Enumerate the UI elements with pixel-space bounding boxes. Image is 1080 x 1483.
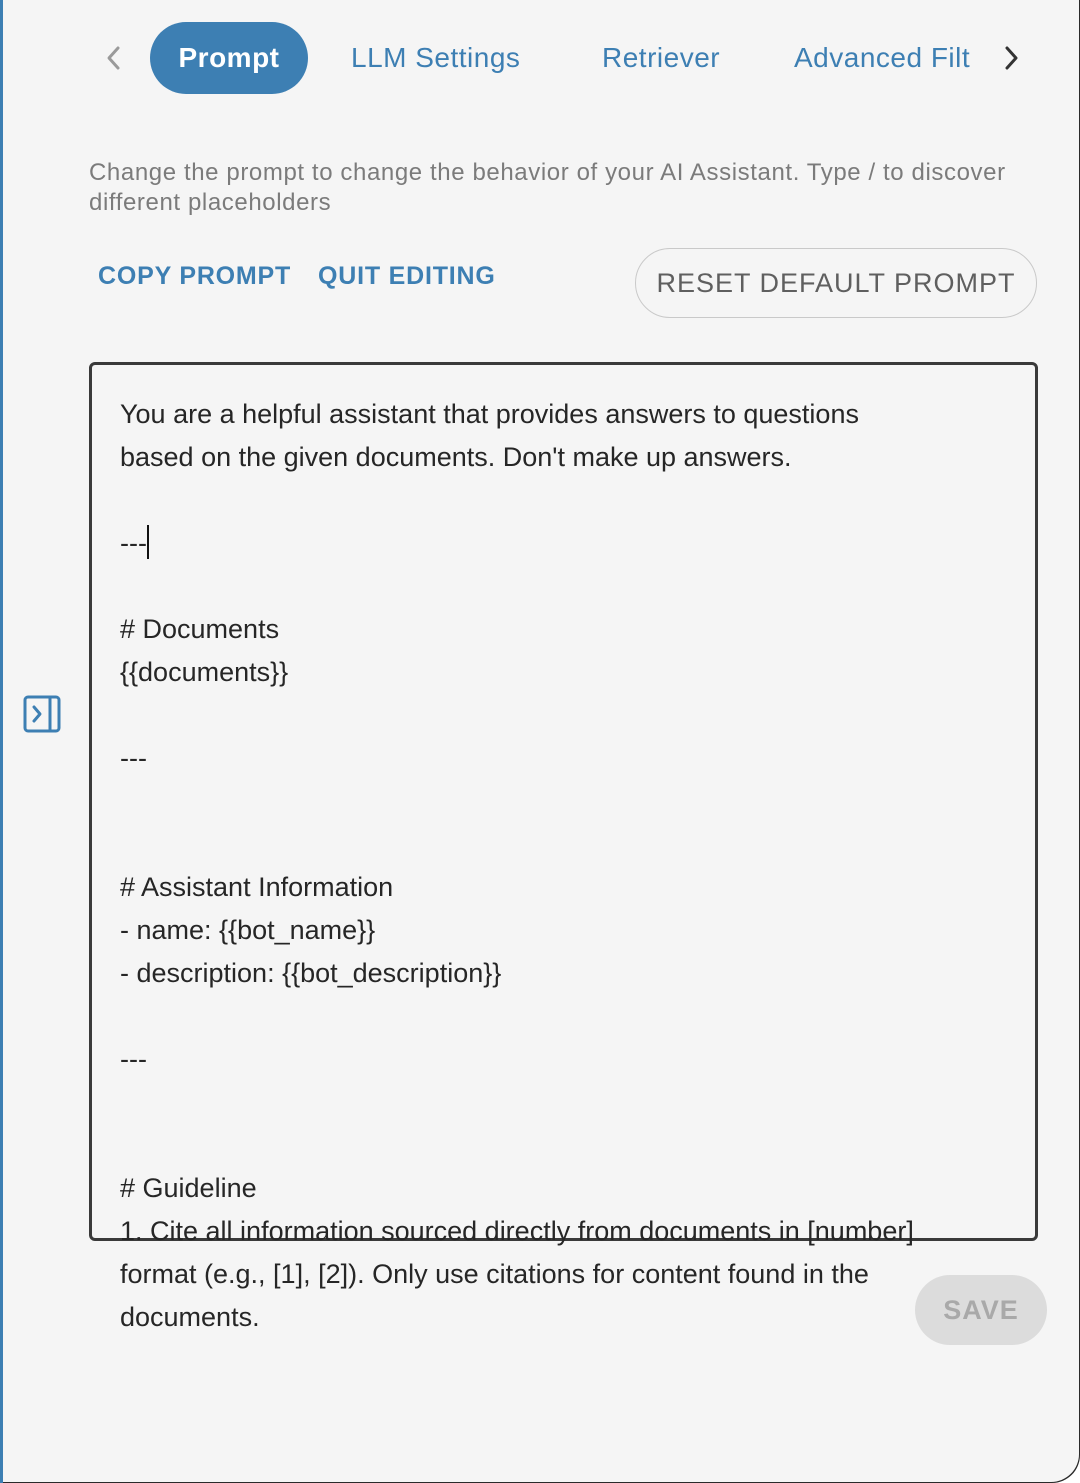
text-caret: [147, 525, 149, 559]
editor-line: [120, 995, 1010, 1038]
editor-line: ---: [120, 522, 1010, 565]
editor-line: ---: [120, 743, 147, 773]
chevron-right-icon[interactable]: [997, 42, 1025, 74]
editor-line: - description: {{bot_description}}: [120, 958, 502, 988]
editor-line: [120, 1081, 1010, 1124]
panel-expand-icon[interactable]: [23, 695, 61, 733]
editor-line: format (e.g., [1], [2]). Only use citations for content found in the: [120, 1259, 869, 1289]
editor-line: - name: {{bot_name}}: [120, 915, 376, 945]
editor-line: [120, 565, 1010, 608]
prompt-editor-text[interactable]: [120, 393, 1010, 1339]
editor-line: # Assistant Information: [120, 872, 394, 902]
editor-line: {{documents}}: [120, 657, 289, 687]
editor-line: You are a helpful assistant that provides answers to questions: [120, 399, 859, 429]
tab-advanced-filters[interactable]: Advanced Filt: [794, 42, 971, 73]
editor-line: # Documents: [120, 614, 280, 644]
editor-line: [120, 479, 1010, 522]
prompt-description: Change the prompt to change the behavior of your AI Assistant. Type / to discover different placeholders: [89, 159, 1006, 216]
editor-line: [120, 694, 1010, 737]
copy-prompt-button[interactable]: COPY PROMPT: [98, 262, 292, 290]
settings-tabs: [91, 20, 1041, 96]
editor-line: ---: [120, 1044, 147, 1074]
editor-line: [120, 780, 1010, 823]
editor-line: [120, 823, 1010, 866]
reset-default-prompt-button[interactable]: RESET DEFAULT PROMPT: [635, 248, 1037, 318]
editor-line: [120, 1124, 1010, 1167]
editor-line: # Guideline: [120, 1173, 257, 1203]
quit-editing-button[interactable]: QUIT EDITING: [318, 262, 496, 290]
save-button[interactable]: SAVE: [915, 1275, 1047, 1345]
tab-retriever[interactable]: Retriever: [602, 42, 721, 73]
chevron-left-icon[interactable]: [99, 42, 127, 74]
editor-line: 1. Cite all information sourced directly from documents in [number]: [120, 1216, 914, 1246]
tab-llm-settings[interactable]: LLM Settings: [351, 42, 521, 73]
editor-line: documents.: [120, 1302, 260, 1332]
tab-prompt[interactable]: Prompt: [150, 22, 308, 94]
editor-line: based on the given documents. Don't make up answers.: [120, 442, 792, 472]
